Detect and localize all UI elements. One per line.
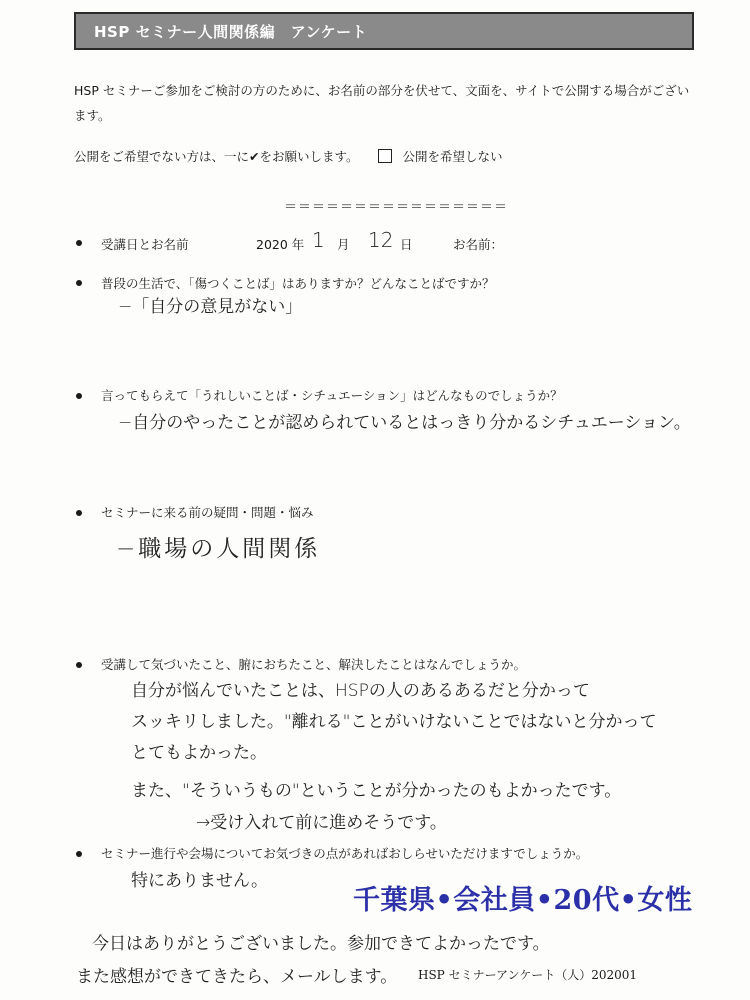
answer-5-line-4: また、"そういうもの"ということが分かったのもよかったです。 <box>131 781 622 801</box>
answer-3: −自分のやったことが認められているとはっきり分かるシチュエーション。 <box>118 413 691 433</box>
publish-preference-row <box>74 147 503 165</box>
question-2-label: 普段の生活で、「傷つくことば」はありますか？どんなことばですか？ <box>101 276 495 291</box>
name-label: お名前： <box>453 237 504 252</box>
date-month-value: 1 <box>312 228 325 252</box>
question-4-label: セミナーに来る前の疑問・問題・悩み <box>101 505 314 520</box>
publish-instruction: 公開をご希望でない方は、一に✔をお願いします。 <box>74 149 359 164</box>
closing-line-1: 今日はありがとうございました。参加できてよかったです。 <box>92 934 550 954</box>
question-5-label: 受講して気づいたこと、腑におちたこと、解決したことはなんでしょうか。 <box>101 657 527 672</box>
question-3-label: 言ってもらえて「うれしいことば・シチュエーション」はどんなものでしょうか？ <box>101 388 563 403</box>
bullet-icon <box>76 280 82 286</box>
answer-5-line-2: スッキリしました。"離れる"ことがいけないことではないと分かって <box>131 712 657 732</box>
answer-2: −「自分の意見がない」 <box>118 297 303 317</box>
bullet-icon <box>76 393 82 399</box>
answer-5-line-5: →受け入れて前に進めそうです。 <box>196 813 447 833</box>
closing-line-2: また感想ができてきたら、メールします。 <box>76 967 398 987</box>
question-6-label: セミナー進行や会場についてお気づきの点があればおしらせいただけますでしょうか。 <box>101 846 589 861</box>
question-1-label: 受講日とお名前 <box>101 237 189 252</box>
bullet-icon <box>76 851 82 857</box>
respondent-profile-stamp: 千葉県•会社員•20代•女性 <box>353 885 693 916</box>
no-publish-label: 公開を希望しない <box>402 149 503 164</box>
bullet-icon <box>76 240 82 246</box>
survey-title: HSP セミナー人間関係編 アンケート <box>94 22 368 41</box>
section-divider: ＝＝＝＝＝＝＝＝＝＝＝＝＝＝＝＝ <box>284 200 509 215</box>
answer-6: 特にありません。 <box>131 871 269 891</box>
form-code: HSP セミナーアンケート（人）202001 <box>418 968 638 982</box>
bullet-icon <box>76 662 82 668</box>
date-day-unit: 日 <box>400 237 413 252</box>
intro-text: HSP セミナーご参加をご検討の方のために、お名前の部分を伏せて、文面を、サイトで公開する場合がございます。 <box>74 83 690 123</box>
date-month-unit: 月 <box>337 237 350 252</box>
date-day-value: 12 <box>368 228 394 252</box>
answer-5-line-1: 自分が悩んでいたことは、HSPの人のあるあるだと分かって <box>131 681 590 701</box>
no-publish-checkbox[interactable] <box>378 149 392 163</box>
answer-5-line-3: とてもよかった。 <box>131 743 267 763</box>
date-year: 2020 年 <box>256 237 305 252</box>
answer-4: −職場の人間関係 <box>116 536 321 562</box>
header-banner <box>74 12 694 50</box>
bullet-icon <box>76 510 82 516</box>
